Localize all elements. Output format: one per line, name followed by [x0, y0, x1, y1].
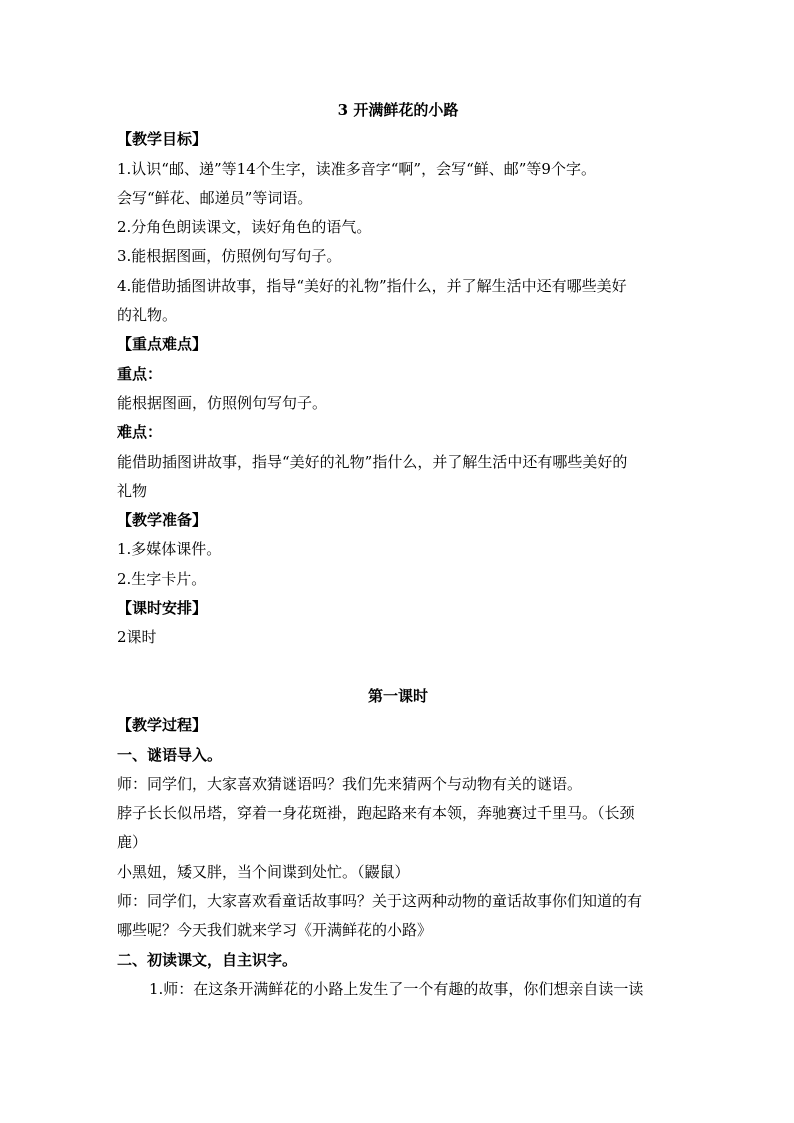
step-1-paragraph-4-line-2: 哪些呢？今天我们就来学习《开满鲜花的小路》 — [117, 921, 433, 940]
goal-1-line-2: 会写“鲜花、邮递员”等词语。 — [117, 188, 313, 207]
key-difficult-heading: 【重点难点】 — [117, 335, 208, 354]
document-title: 3 开满鲜花的小路 — [337, 101, 459, 119]
step-2-heading: 二、初读课文，自主识字。 — [117, 950, 298, 969]
lesson-title: 第一课时 — [367, 686, 428, 705]
goal-3: 3.能根据图画，仿照例句写句子。 — [117, 247, 342, 266]
prep-item-2: 2.生字卡片。 — [117, 569, 207, 588]
schedule-heading: 【课时安排】 — [117, 599, 208, 618]
difficult-label: 难点： — [117, 423, 163, 442]
key-label: 重点： — [117, 364, 163, 383]
step-1-heading: 一、谜语导入。 — [117, 745, 223, 764]
goal-1-line-1: 1.认识“邮、递”等14个生字，读准多音字“啊”，会写“鲜、邮”等9个字。 — [117, 159, 596, 178]
goals-heading: 【教学目标】 — [117, 130, 208, 149]
goal-4-line-1: 4.能借助插图讲故事，指导“美好的礼物”指什么，并了解生活中还有哪些美好 — [117, 276, 627, 295]
spacer — [117, 653, 679, 682]
schedule-text: 2课时 — [117, 628, 157, 647]
process-heading: 【教学过程】 — [117, 716, 208, 735]
difficult-text-line-2: 礼物 — [117, 481, 148, 500]
goal-4-line-2: 的礼物。 — [117, 306, 178, 325]
step-1-paragraph-1: 师：同学们，大家喜欢猜谜语吗？我们先来猜两个与动物有关的谜语。 — [117, 774, 583, 793]
prep-heading: 【教学准备】 — [117, 511, 208, 530]
riddle-1-line-1: 脖子长长似吊塔，穿着一身花斑褂，跑起路来有本领，奔驰赛过千里马。（长颈 — [117, 804, 635, 823]
riddle-2: 小黑妞，矮又胖，当个间谍到处忙。（鼹鼠） — [117, 862, 410, 881]
key-text: 能根据图画，仿照例句写句子。 — [117, 393, 328, 412]
document-page — [117, 96, 679, 1004]
goal-2: 2.分角色朗读课文，读好角色的语气。 — [117, 218, 372, 237]
step-1-paragraph-4-line-1: 师：同学们，大家喜欢看童话故事吗？关于这两种动物的童话故事你们知道的有 — [117, 892, 643, 911]
riddle-1-line-2: 鹿） — [117, 833, 148, 852]
difficult-text-line-1: 能借助插图讲故事，指导“美好的礼物”指什么，并了解生活中还有哪些美好的 — [117, 452, 628, 471]
step-2-paragraph-1: 1.师：在这条开满鲜花的小路上发生了一个有趣的故事，你们想亲自读一读 — [149, 979, 644, 998]
prep-item-1: 1.多媒体课件。 — [117, 540, 222, 559]
